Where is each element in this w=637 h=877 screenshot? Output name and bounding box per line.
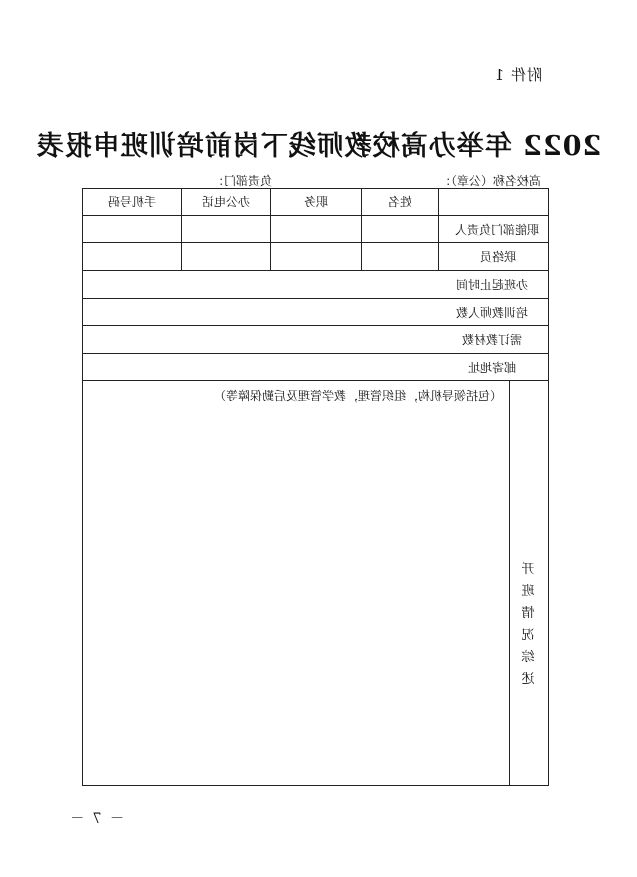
school-name-label: 高校名称（公章）： [438,174,541,188]
form-title: 2022 年举办高校教师线下岗前培训班申报表 [35,131,602,162]
attachment-label: 附件 1 [493,66,542,84]
overview-note: （包括领导机构，组织管理，教学管理及后勤保障等） [213,389,502,403]
row-label-period: 办班起止时间 [455,278,528,292]
header-office-phone: 办公电话 [202,195,251,209]
row-label-dept-head: 职能部门负责人 [454,223,539,237]
page-number: － 7 － [68,811,124,827]
row-label-textbooks: 需订教材数 [461,333,522,347]
row-label-liaison: 联络员 [479,250,516,264]
overview-label: 开班 情况 综述 [521,562,535,687]
header-name: 姓名 [388,195,413,209]
row-label-teachers: 培训教师人数 [455,306,528,320]
header-position: 职务 [304,195,329,209]
header-mobile: 手机号码 [108,195,157,209]
row-label-address: 邮寄地址 [467,361,516,375]
application-table [82,188,549,786]
department-label: 负责部门： [211,174,272,188]
